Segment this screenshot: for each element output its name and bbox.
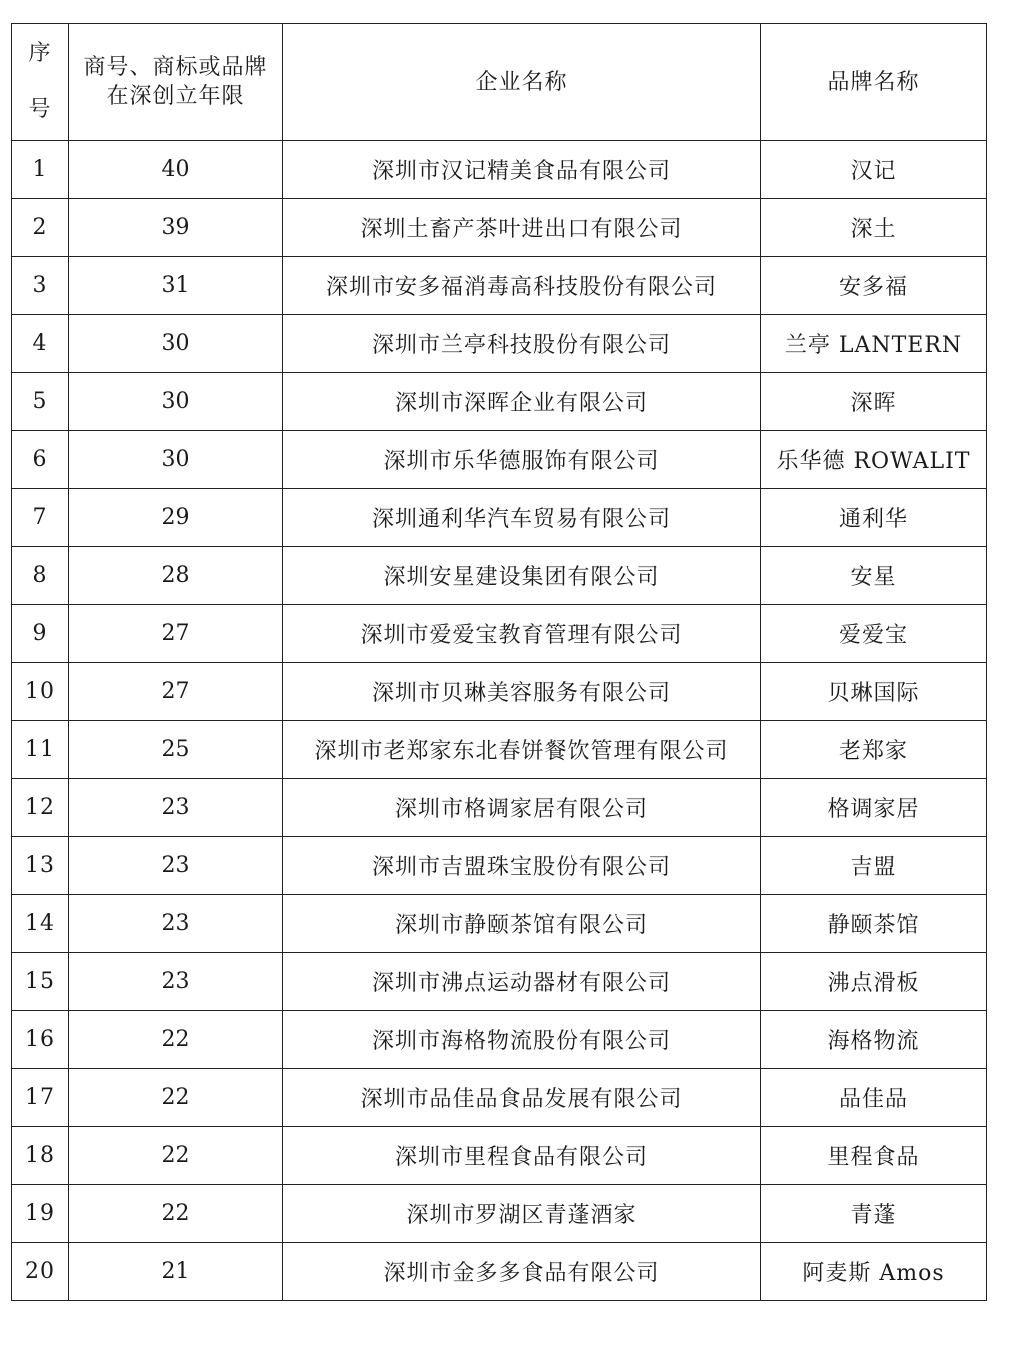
cell-years: 29 (69, 489, 283, 547)
header-years (69, 24, 283, 141)
cell-years: 22 (69, 1011, 283, 1069)
cell-seq: 12 (12, 779, 69, 837)
header-brand: 品牌名称 (761, 24, 987, 141)
cell-brand: 吉盟 (761, 837, 987, 895)
cell-company: 深圳市静颐茶馆有限公司 (283, 895, 761, 953)
cell-brand: 格调家居 (761, 779, 987, 837)
cell-company: 深圳市安多福消毒高科技股份有限公司 (283, 257, 761, 315)
header-years-line-1: 商号、商标或品牌 (83, 55, 268, 80)
cell-brand: 品佳品 (761, 1069, 987, 1127)
cell-company: 深圳市格调家居有限公司 (283, 779, 761, 837)
cell-brand: 里程食品 (761, 1127, 987, 1185)
cell-company: 深圳市吉盟珠宝股份有限公司 (283, 837, 761, 895)
cell-seq: 8 (12, 547, 69, 605)
cell-brand: 深土 (761, 199, 987, 257)
cell-brand: 兰亭 LANTERN (761, 315, 987, 373)
cell-years: 30 (69, 315, 283, 373)
cell-years: 39 (69, 199, 283, 257)
table-row (12, 953, 987, 1011)
cell-seq: 17 (12, 1069, 69, 1127)
cell-years: 23 (69, 895, 283, 953)
cell-brand: 静颐茶馆 (761, 895, 987, 953)
table-row (12, 663, 987, 721)
table-row (12, 547, 987, 605)
cell-seq: 18 (12, 1127, 69, 1185)
cell-brand: 沸点滑板 (761, 953, 987, 1011)
cell-brand: 老郑家 (761, 721, 987, 779)
table-row (12, 895, 987, 953)
cell-seq: 7 (12, 489, 69, 547)
header-seq-line-1: 序 (28, 41, 52, 66)
cell-years: 28 (69, 547, 283, 605)
cell-years: 22 (69, 1185, 283, 1243)
brand-table (11, 23, 987, 1301)
cell-company: 深圳市爱爱宝教育管理有限公司 (283, 605, 761, 663)
cell-years: 30 (69, 373, 283, 431)
header-row (12, 24, 987, 141)
cell-seq: 3 (12, 257, 69, 315)
header-seq (12, 24, 69, 141)
table-row (12, 1185, 987, 1243)
table-body (12, 141, 987, 1301)
cell-brand: 贝琳国际 (761, 663, 987, 721)
cell-seq: 15 (12, 953, 69, 1011)
table-row (12, 489, 987, 547)
cell-seq: 13 (12, 837, 69, 895)
table-row (12, 373, 987, 431)
cell-seq: 16 (12, 1011, 69, 1069)
cell-seq: 11 (12, 721, 69, 779)
table-row (12, 1127, 987, 1185)
table-row (12, 431, 987, 489)
table-row (12, 721, 987, 779)
cell-company: 深圳市沸点运动器材有限公司 (283, 953, 761, 1011)
table-row (12, 605, 987, 663)
cell-company: 深圳市罗湖区青蓬酒家 (283, 1185, 761, 1243)
cell-seq: 2 (12, 199, 69, 257)
table-row (12, 141, 987, 199)
table-row (12, 199, 987, 257)
cell-company: 深圳市海格物流股份有限公司 (283, 1011, 761, 1069)
cell-brand: 安星 (761, 547, 987, 605)
cell-years: 27 (69, 605, 283, 663)
cell-years: 30 (69, 431, 283, 489)
cell-seq: 14 (12, 895, 69, 953)
cell-company: 深圳市里程食品有限公司 (283, 1127, 761, 1185)
cell-company: 深圳市金多多食品有限公司 (283, 1243, 761, 1301)
cell-company: 深圳市乐华德服饰有限公司 (283, 431, 761, 489)
cell-company: 深圳市兰亭科技股份有限公司 (283, 315, 761, 373)
cell-brand: 爱爱宝 (761, 605, 987, 663)
table-row (12, 257, 987, 315)
cell-seq: 20 (12, 1243, 69, 1301)
cell-years: 21 (69, 1243, 283, 1301)
cell-years: 25 (69, 721, 283, 779)
cell-seq: 1 (12, 141, 69, 199)
cell-company: 深圳市老郑家东北春饼餐饮管理有限公司 (283, 721, 761, 779)
cell-seq: 9 (12, 605, 69, 663)
cell-years: 22 (69, 1127, 283, 1185)
table-row (12, 837, 987, 895)
table-row (12, 1069, 987, 1127)
cell-years: 23 (69, 953, 283, 1011)
header-seq-line-2: 号 (28, 97, 52, 122)
cell-company: 深圳市贝琳美容服务有限公司 (283, 663, 761, 721)
cell-company: 深圳通利华汽车贸易有限公司 (283, 489, 761, 547)
cell-brand: 海格物流 (761, 1011, 987, 1069)
table-header (12, 24, 987, 141)
table-row (12, 1011, 987, 1069)
cell-brand: 安多福 (761, 257, 987, 315)
table-row (12, 779, 987, 837)
header-years-line-2: 在深创立年限 (106, 84, 245, 109)
cell-seq: 10 (12, 663, 69, 721)
cell-company: 深圳安星建设集团有限公司 (283, 547, 761, 605)
cell-company: 深圳市汉记精美食品有限公司 (283, 141, 761, 199)
cell-brand: 阿麦斯 Amos (761, 1243, 987, 1301)
cell-years: 27 (69, 663, 283, 721)
cell-brand: 深晖 (761, 373, 987, 431)
cell-seq: 5 (12, 373, 69, 431)
cell-seq: 4 (12, 315, 69, 373)
cell-years: 22 (69, 1069, 283, 1127)
header-company: 企业名称 (283, 24, 761, 141)
cell-company: 深圳市品佳品食品发展有限公司 (283, 1069, 761, 1127)
cell-years: 23 (69, 779, 283, 837)
table-row (12, 315, 987, 373)
cell-years: 31 (69, 257, 283, 315)
cell-years: 40 (69, 141, 283, 199)
cell-seq: 6 (12, 431, 69, 489)
table-row (12, 1243, 987, 1301)
cell-brand: 通利华 (761, 489, 987, 547)
cell-years: 23 (69, 837, 283, 895)
cell-brand: 乐华德 ROWALIT (761, 431, 987, 489)
cell-company: 深圳市深晖企业有限公司 (283, 373, 761, 431)
cell-brand: 青蓬 (761, 1185, 987, 1243)
cell-company: 深圳土畜产茶叶进出口有限公司 (283, 199, 761, 257)
cell-brand: 汉记 (761, 141, 987, 199)
cell-seq: 19 (12, 1185, 69, 1243)
